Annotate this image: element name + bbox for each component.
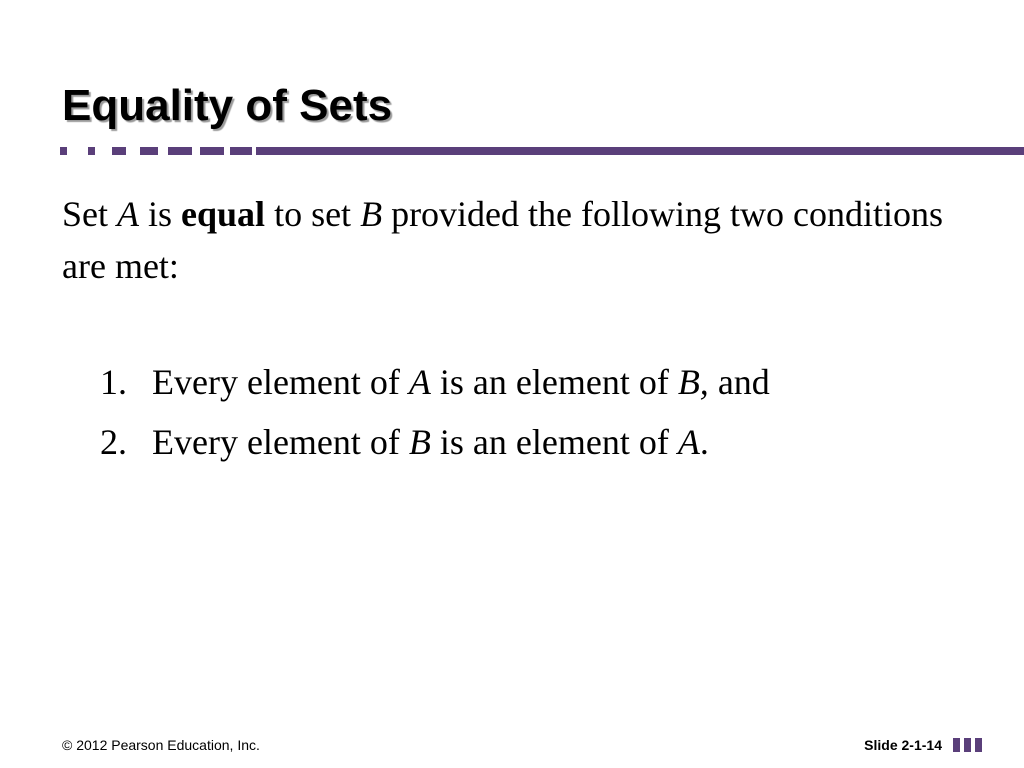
condition-text: and [708, 362, 770, 402]
footer-bar [953, 738, 960, 752]
slide-number: Slide 2-1-14 [864, 737, 942, 753]
condition-number: 1. [100, 362, 127, 402]
condition-text: is an element of [430, 362, 678, 402]
definition-word: to set [265, 194, 361, 234]
title-underline [60, 147, 1024, 155]
condition-item [100, 412, 770, 472]
condition-text: Every element of [152, 422, 409, 462]
definition-word: Set [62, 194, 118, 234]
rule-dash [60, 147, 67, 155]
condition-text: is an element of [430, 422, 678, 462]
condition-text: Every element of [152, 362, 409, 402]
rule-dash [230, 147, 252, 155]
rule-dash [140, 147, 158, 155]
key-term: equal [181, 194, 266, 234]
rule-bar [256, 147, 1024, 155]
footer-bar [964, 738, 971, 752]
footer-bar [975, 738, 982, 752]
slide-title: Equality of Sets [62, 81, 393, 130]
footer-bars-icon [953, 738, 983, 752]
rule-dash [112, 147, 126, 155]
definition-text [62, 188, 962, 292]
definition-word: provided the following two conditions are met: [62, 194, 943, 286]
set-variable: A [117, 194, 140, 234]
condition-text: . [699, 422, 709, 462]
copyright-notice: © 2012 Pearson Education, Inc. [62, 737, 260, 753]
definition-word: is [139, 194, 182, 234]
set-variable: A [408, 362, 431, 402]
set-variable: B [360, 194, 383, 234]
condition-item [100, 352, 770, 412]
rule-dash [168, 147, 192, 155]
rule-dash [200, 147, 224, 155]
set-variable: A [677, 422, 700, 462]
set-variable: B [408, 422, 431, 462]
rule-dash [88, 147, 95, 155]
condition-number: 2. [100, 422, 127, 462]
set-variable: B, [677, 362, 709, 402]
conditions-list [100, 352, 770, 472]
